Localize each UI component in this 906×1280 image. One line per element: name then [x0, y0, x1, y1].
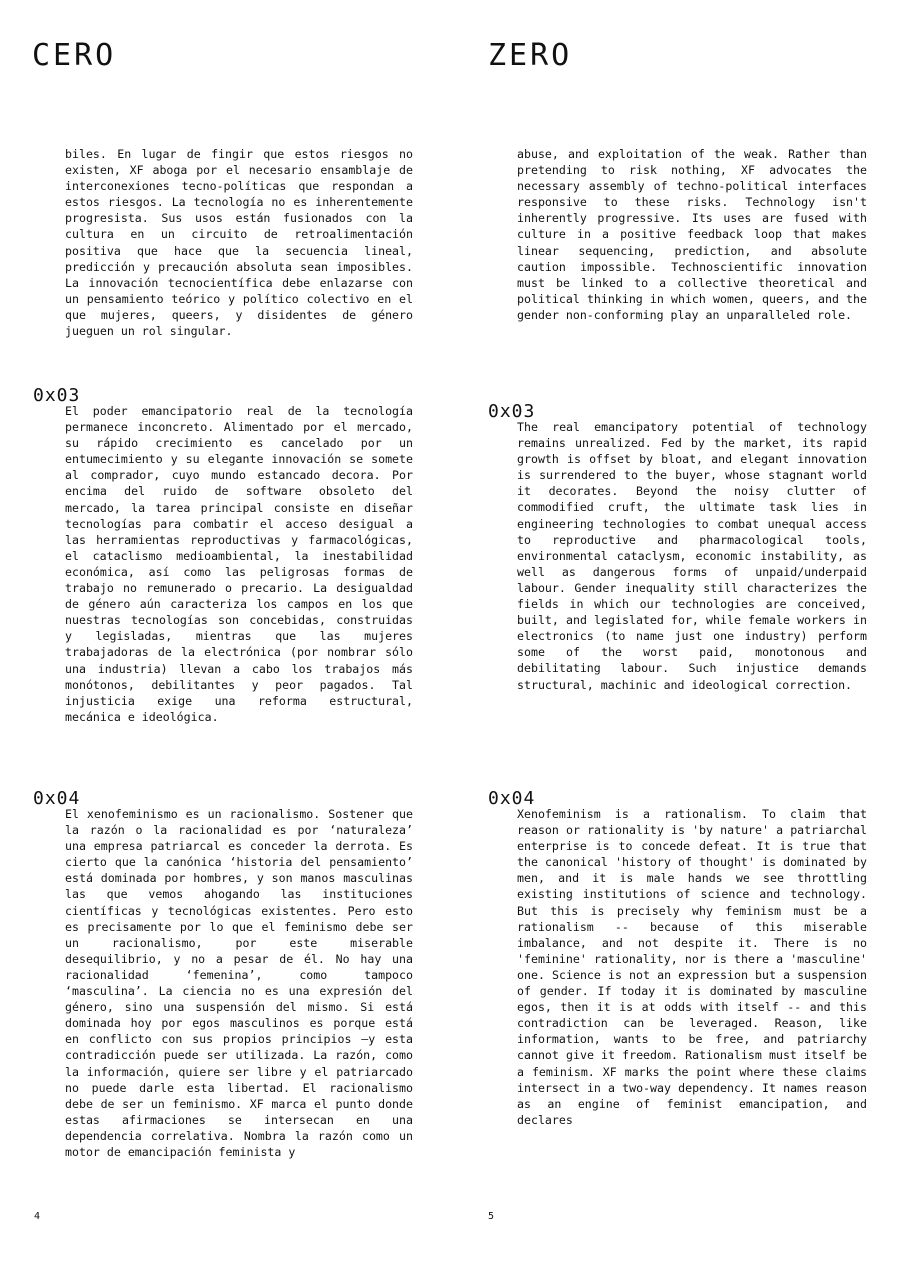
section-heading-0x03: 0x03	[33, 385, 81, 406]
page-number: 5	[488, 1211, 495, 1222]
section-heading-0x04: 0x04	[33, 788, 81, 809]
section-heading-0x04: 0x04	[488, 788, 536, 809]
right-page	[453, 0, 906, 1280]
section-0x04-paragraph: El xenofeminismo es un racionalismo. Sostener que la razón o la racionalidad es por ‘naturaleza’ una empresa patriarcal es conceder la derrota. Es cierto que la canónica ‘historia del pensamiento’ está dominada por hombres, y son manos masculinas las que vemos ahogando las instituciones científicas y tecnológicas existentes. Pero esto es precisamente por lo que el feminismo debe ser un racionalismo, por este miserable desequilibrio, y no a pesar de él. No hay una racionalidad ‘femenina’, como tampoco ‘masculina’. La ciencia no es una expresión del género, sino una suspensión del mismo. Si está dominada hoy por egos masculinos es porque está en conflicto con sus propios principios —y esta contradicción puede ser utilizada. La razón, como la información, quiere ser libre y el patriarcado no puede darle esta libertad. El racionalismo debe de ser un feminismo. XF marca el punto donde estas afirmaciones se intersecan en una dependencia correlativa. Nombra la razón como un motor de emancipación feminista y	[65, 807, 413, 1159]
page-number: 4	[34, 1211, 41, 1222]
section-0x04-paragraph: Xenofeminism is a rationalism. To claim that reason or rationality is 'by nature' a patriarchal enterprise is to concede defeat. It is true that the canonical 'history of thought' is dominated by men, and it is male hands we see throttling existing institutions of science and technology. But this is precisely why feminism must be a rationalism -- because of this miserable imbalance, and not despite it. There is no 'feminine' rationality, nor is there a 'masculine' one. Science is not an expression but a suspension of gender. If today it is dominated by masculine egos, then it is at odds with itself -- and this contradiction can be leveraged. Reason, like information, wants to be free, and patriarchy cannot give it freedom. Rationalism must itself be a feminism. XF marks the point where these claims intersect in a two-way dependency. It names reason as an engine of feminist emancipation, and declares	[517, 807, 867, 1127]
section-0x03-paragraph: El poder emancipatorio real de la tecnología permanece inconcreto. Alimentado por el mercado, su rápido crecimiento es cancelado por un entumecimiento y su elegante innovación se somete al comprador, cuyo mundo estancado decora. Por encima del ruido de software obsoleto del mercado, la tarea principal consiste en diseñar tecnologías para combatir el acceso desigual a las herramientas reproductivas y farmacológicas, el cataclismo medioambiental, la inestabilidad económica, así como las peligrosas formas de trabajo no remunerado o precario. La desigualdad de género aún caracteriza los campos en los que nuestras tecnologías son concebidas, construidas y legisladas, mientras que las mujeres trabajadoras de la electrónica (por nombrar sólo una industria) llevan a cabo los trabajos más monótonos, debilitantes y peor pagados. Tal injusticia exige una reforma estructural, mecánica e ideológica.	[65, 404, 413, 724]
intro-paragraph: abuse, and exploitation of the weak. Rather than pretending to risk nothing, XF advocates the necessary assembly of techno-political interfaces responsive to these risks. Technology isn't inherently progressive. Its uses are fused with culture in a positive feedback loop that makes linear sequencing, prediction, and absolute caution impossible. Technoscientific innovation must be linked to a collective theoretical and political thinking in which women, queers, and the gender non-conforming play an unparalleled role.	[517, 147, 867, 322]
section-0x03-paragraph: The real emancipatory potential of technology remains unrealized. Fed by the market, its rapid growth is offset by bloat, and elegant innovation is surrendered to the buyer, whose stagnant world it decorates. Beyond the noisy clutter of commodified cruft, the ultimate task lies in engineering technologies to combat unequal access to reproductive and pharmacological tools, environmental cataclysm, economic instability, as well as dangerous forms of unpaid/underpaid labour. Gender inequality still characterizes the fields in which our technologies are conceived, built, and legislated for, while female workers in electronics (to name just one industry) perform some of the worst paid, monotonous and debilitating labour. Such injustice demands structural, machinic and ideological correction.	[517, 420, 867, 692]
page-title: ZERO	[488, 38, 573, 73]
intro-paragraph: biles. En lugar de fingir que estos riesgos no existen, XF aboga por el necesario ensamblaje de interconexiones tecno-políticas que respondan a estos riesgos. La tecnología no es inherentemente progresista. Sus usos están fusionados con la cultura en un circuito de retroalimentación positiva que hace que la secuencia lineal, predicción y precaución absoluta sean imposibles. La innovación tecnocientífica debe enlazarse con un pensamiento teórico y político colectivo en el que mujeres, queers, y disidentes de género jueguen un rol singular.	[65, 147, 413, 339]
section-heading-0x03: 0x03	[488, 401, 536, 422]
page-title: CERO	[32, 38, 117, 73]
